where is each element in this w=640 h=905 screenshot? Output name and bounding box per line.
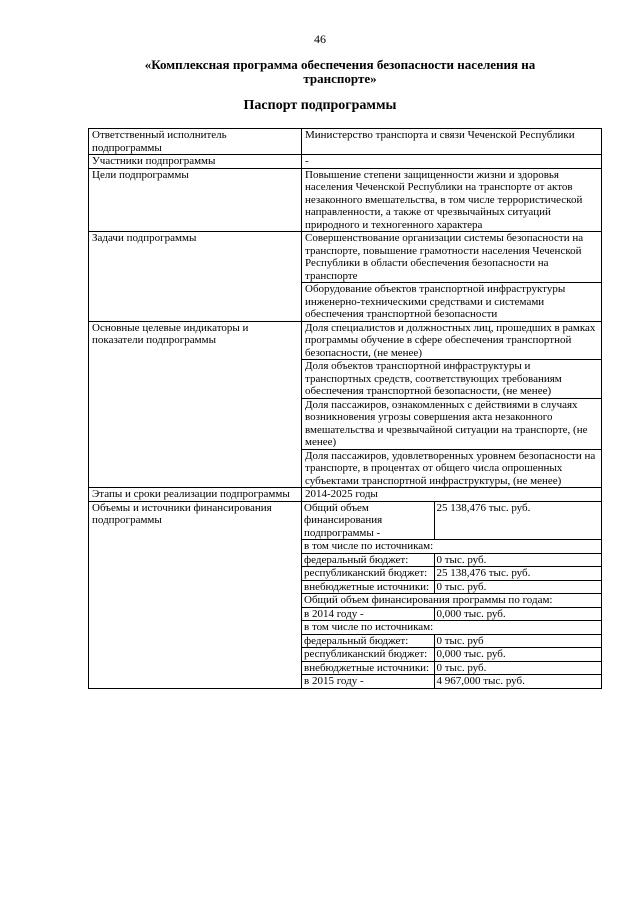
passport-subtitle: Паспорт подпрограммы (243, 98, 397, 113)
task-item: Совершенствование организации системы безопасности на транспорте, повышение грамотности населения Чеченской Республики в области обеспечения безопасности на транспорте (302, 232, 602, 283)
total-value: 25 138,476 тыс. руб. (434, 502, 601, 540)
indicators-label: Основные целевые индикаторы и показатели подпрограммы (89, 321, 302, 488)
table-row (89, 488, 602, 502)
stages-value: 2014-2025 годы (302, 488, 602, 502)
document-title: «Комплексная программа обеспечения безопасности населения на транспорте» (144, 57, 536, 86)
y2015-value: 4 967,000 тыс. руб. (434, 675, 601, 688)
extra-value: 0 тыс. руб. (434, 580, 601, 594)
y2014-republic-value: 0,000 тыс. руб. (434, 648, 601, 662)
table-row (89, 321, 602, 360)
y2014-federal-label: федеральный бюджет: (302, 634, 434, 648)
y2014-value: 0,000 тыс. руб. (434, 607, 601, 621)
financing-table (302, 502, 601, 688)
y2014-federal-value: 0 тыс. руб (434, 634, 601, 648)
y2014-republic-label: республиканский бюджет: (302, 648, 434, 662)
participants-label: Участники подпрограммы (89, 155, 302, 169)
table-row (89, 129, 602, 155)
table-row (302, 580, 601, 594)
financing-details (302, 501, 602, 688)
indicator-item: Доля пассажиров, удовлетворенных уровнем безопасности на транспорте, в процентах от общего числа опрошенных субъектами транспортной инфраструктуры, (не менее) (302, 449, 602, 488)
table-row (302, 661, 601, 675)
table-row (302, 594, 601, 608)
table-row (302, 567, 601, 581)
table-row (89, 168, 602, 232)
y2014-sources-label: в том числе по источникам: (302, 621, 601, 635)
extra-label: внебюджетные источники: (302, 580, 434, 594)
y2014-label: в 2014 году - (302, 607, 434, 621)
tasks-label: Задачи подпрограммы (89, 232, 302, 322)
goals-value: Повышение степени защищенности жизни и здоровья населения Чеченской Республики на транспорте от актов незаконного вмешательства, в том числе террористической направленности, а также от чрезвычайных ситуаций природного и техногенного характера (302, 168, 602, 232)
table-row (302, 553, 601, 567)
table-row (302, 634, 601, 648)
by-years-label: Общий объем финансирования программы по годам: (302, 594, 601, 608)
table-row (302, 607, 601, 621)
goals-label: Цели подпрограммы (89, 168, 302, 232)
passport-table (88, 128, 602, 689)
table-row (302, 648, 601, 662)
task-item: Оборудование объектов транспортной инфраструктуры инженерно-техническими средствами и системами обеспечения транспортной безопасности (302, 283, 602, 322)
indicator-item: Доля объектов транспортной инфраструктуры и транспортных средств, соответствующих требованиям обеспечения транспортной безопасности, (не менее) (302, 360, 602, 399)
y2014-extra-label: внебюджетные источники: (302, 661, 434, 675)
page-number: 46 (314, 32, 326, 46)
table-row (302, 540, 601, 554)
participants-value: - (302, 155, 602, 169)
y2015-label: в 2015 году - (302, 675, 434, 688)
stages-label: Этапы и сроки реализации подпрограммы (89, 488, 302, 502)
responsible-label: Ответственный исполнитель подпрограммы (89, 129, 302, 155)
table-row (89, 155, 602, 169)
table-row (302, 621, 601, 635)
federal-label: федеральный бюджет: (302, 553, 434, 567)
by-sources-label: в том числе по источникам: (302, 540, 601, 554)
republic-value: 25 138,476 тыс. руб. (434, 567, 601, 581)
republic-label: республиканский бюджет: (302, 567, 434, 581)
responsible-value: Министерство транспорта и связи Чеченской Республики (302, 129, 602, 155)
indicator-item: Доля пассажиров, ознакомленных с действиями в случаях возникновения угрозы совершения акта незаконного вмешательства и чрезвычайной ситуации на транспорте, (не менее) (302, 398, 602, 449)
federal-value: 0 тыс. руб. (434, 553, 601, 567)
table-row (89, 501, 602, 688)
financing-label: Объемы и источники финансирования подпрограммы (89, 501, 302, 688)
y2014-extra-value: 0 тыс. руб. (434, 661, 601, 675)
total-label: Общий объем финансирования подпрограммы - (302, 502, 434, 540)
table-row (302, 675, 601, 688)
table-row (89, 232, 602, 283)
indicator-item: Доля специалистов и должностных лиц, прошедших в рамках программы обучение в сфере обеспечения транспортной безопасности, (не менее) (302, 321, 602, 360)
table-row (302, 502, 601, 540)
